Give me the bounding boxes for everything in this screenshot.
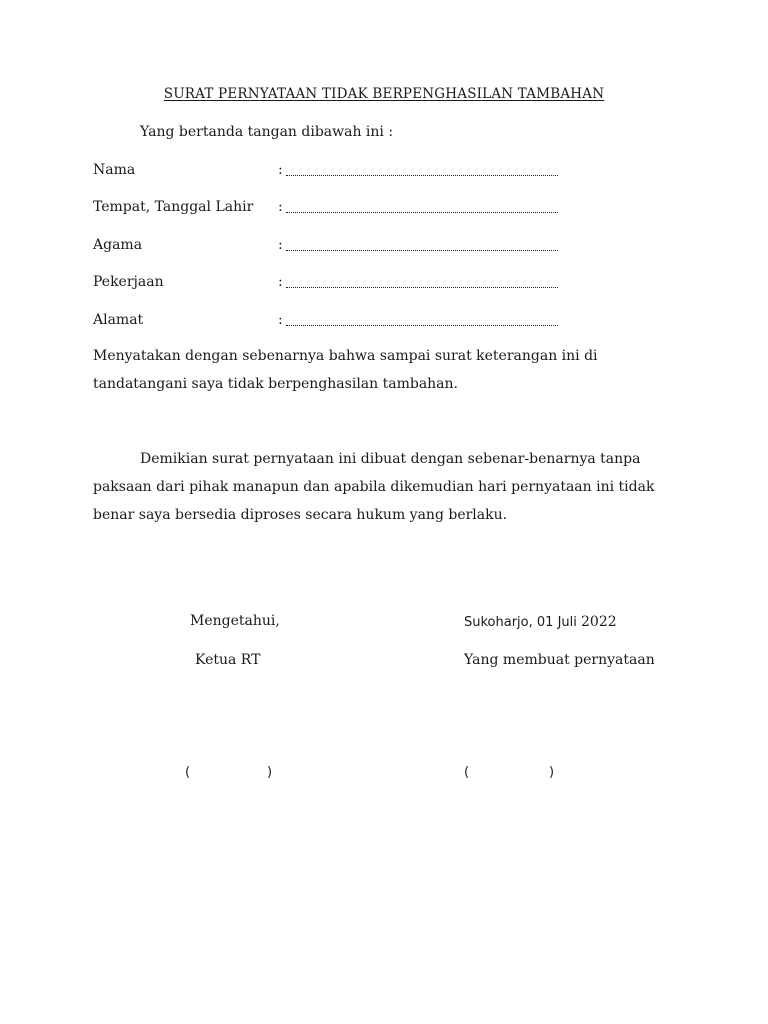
fill-in-line	[286, 325, 558, 326]
field-label: Alamat	[93, 312, 144, 328]
field-colon: :	[278, 274, 283, 290]
signature-right-place-date	[464, 614, 617, 630]
field-alamat	[93, 312, 563, 332]
signature-right-role: Yang membuat pernyataan	[464, 652, 655, 668]
document-title: SURAT PERNYATAAN TIDAK BERPENGHASILAN TAMBAHAN	[163, 86, 605, 102]
fill-in-line	[286, 250, 558, 251]
signature-left-open-paren: (	[185, 765, 191, 780]
signature-right-close-paren: )	[549, 765, 555, 780]
signature-right-open-paren: (	[464, 765, 470, 780]
statement-paragraph: Menyatakan dengan sebenarnya bahwa sampai surat keterangan ini di tandatangani saya tidak berpenghasilan tambahan.	[93, 348, 598, 392]
field-agama	[93, 237, 563, 257]
closing-paragraph	[93, 445, 683, 529]
fill-in-line	[286, 212, 558, 213]
signature-left-role: Ketua RT	[195, 652, 261, 668]
field-colon: :	[278, 199, 283, 215]
closing-text: Demikian surat pernyataan ini dibuat dengan sebenar-benarnya tanpa paksaan dari pihak manapun dan apabila dikemudian hari pernyataan ini tidak benar saya bersedia diproses secara hukum yang berlaku.	[93, 451, 655, 523]
fill-in-line	[286, 175, 558, 176]
intro-text: Yang bertanda tangan dibawah ini :	[140, 124, 394, 140]
field-nama	[93, 162, 563, 182]
signature-left-heading: Mengetahui,	[190, 613, 280, 629]
field-colon: :	[278, 237, 283, 253]
field-label: Pekerjaan	[93, 274, 164, 290]
year-text: 2022	[581, 614, 617, 630]
field-colon: :	[278, 162, 283, 178]
field-pekerjaan	[93, 274, 563, 294]
field-label: Agama	[93, 237, 143, 253]
place-date-text: Sukoharjo, 01 Juli	[464, 615, 581, 630]
field-label: Nama	[93, 162, 136, 178]
field-colon: :	[278, 312, 283, 328]
fill-in-line	[286, 287, 558, 288]
field-tempat-tanggal-lahir	[93, 199, 563, 219]
field-label: Tempat, Tanggal Lahir	[93, 199, 254, 215]
signature-left-close-paren: )	[267, 765, 273, 780]
